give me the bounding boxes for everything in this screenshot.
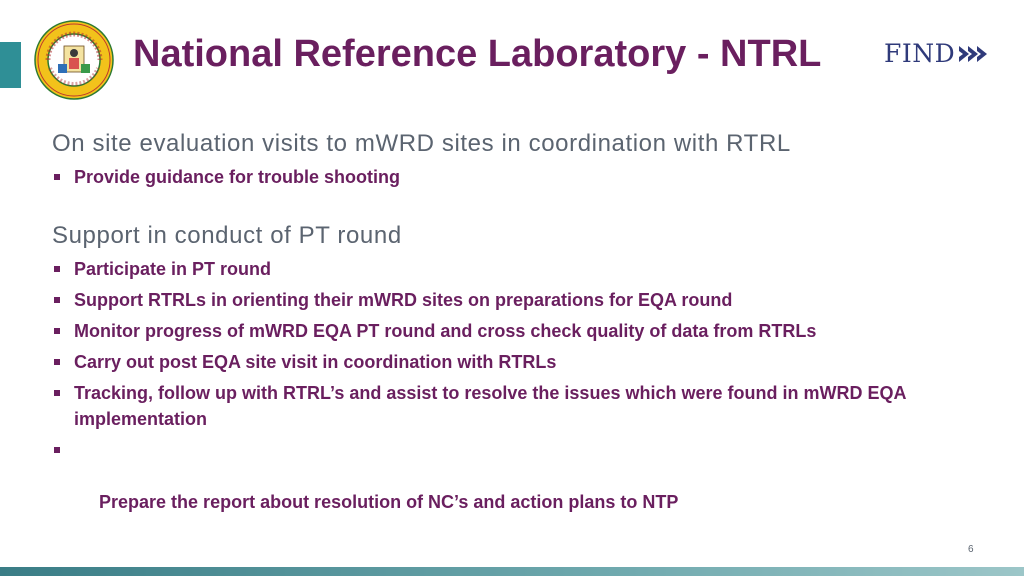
section-heading: On site evaluation visits to mWRD sites in coordination with RTRL [52, 130, 791, 157]
list-item [52, 437, 974, 541]
government-seal-icon [34, 20, 114, 100]
double-chevron-right-icon [958, 43, 988, 65]
list-item-text: Participate in PT round [74, 259, 272, 279]
list-item [52, 164, 974, 190]
list-item-text: Prepare the report about resolution of NC’s and action plans to NTP [94, 492, 679, 512]
find-logo-text: FIND [884, 39, 956, 68]
list-item-text: Monitor progress of mWRD EQA PT round and cross check quality of data from RTRLs [74, 321, 817, 341]
footer-bar [0, 567, 1024, 576]
square-bullet-icon [54, 328, 60, 334]
square-bullet-icon [54, 359, 60, 365]
list-item [52, 256, 974, 282]
square-bullet-icon [54, 447, 60, 453]
square-bullet-icon [54, 390, 60, 396]
header-accent-bar [0, 42, 21, 88]
list-item [52, 287, 974, 313]
square-bullet-icon [54, 174, 60, 180]
list-item-text: Carry out post EQA site visit in coordination with RTRLs [74, 352, 557, 372]
list-item-text: Provide guidance for trouble shooting [74, 167, 401, 187]
bullet-list [52, 164, 974, 190]
find-logo [884, 40, 988, 68]
list-item [52, 380, 954, 432]
list-item-text: Support RTRLs in orienting their mWRD sites on preparations for EQA round [74, 290, 733, 310]
page-title: National Reference Laboratory - NTRL [133, 33, 822, 75]
list-item [52, 318, 974, 344]
section-heading: Support in conduct of PT round [52, 222, 402, 249]
slide-number: 6 [968, 544, 974, 555]
square-bullet-icon [54, 266, 60, 272]
list-item-text: Tracking, follow up with RTRL’s and assist to resolve the issues which were found in mWRD EQA implementation [74, 383, 906, 429]
square-bullet-icon [54, 297, 60, 303]
bullet-list [52, 256, 974, 541]
list-item [52, 349, 974, 375]
